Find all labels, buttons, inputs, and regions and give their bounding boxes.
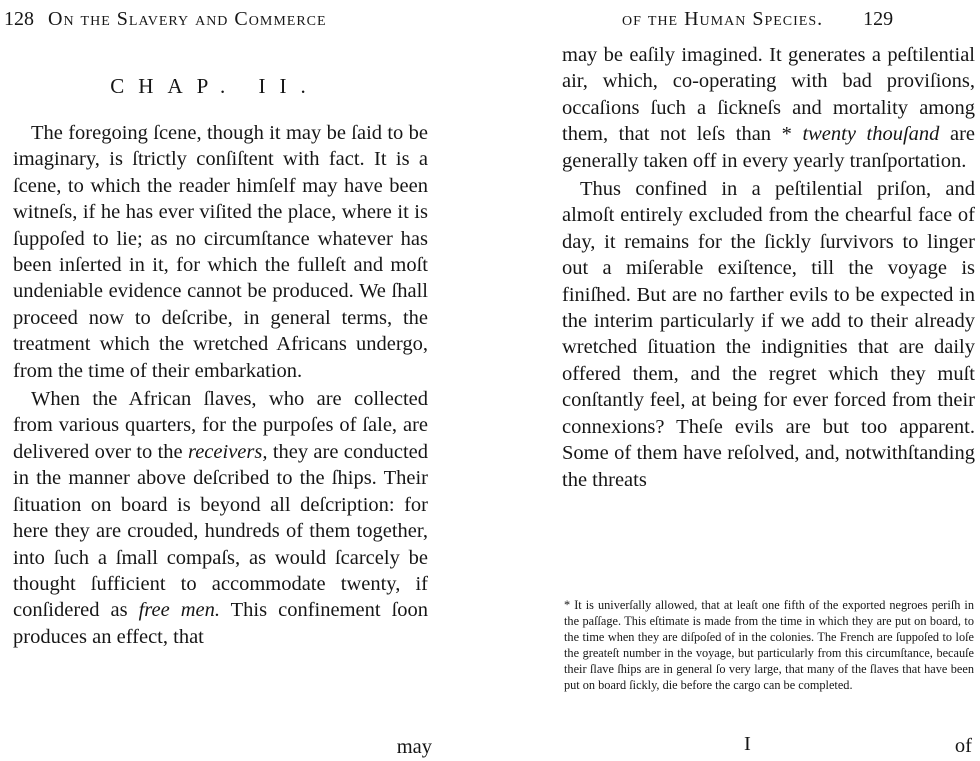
left-body-text xyxy=(13,120,428,650)
left-paragraph-2-part-b: they are conducted in the manner above deſcribed to the ſhips. Their ſituation on board is beyond all deſcription: for here they are crouded, hundreds of them together, into ſuch a ſmall compaſs, as would ſcarcely be thought ſufficient to accommodate twenty, if conſidered as xyxy=(13,440,429,622)
right-paragraph-1 xyxy=(562,42,975,174)
right-running-head xyxy=(622,8,893,31)
right-body-text xyxy=(562,42,975,493)
footnote-reference: * xyxy=(781,123,792,146)
right-running-title: of the Human Species. xyxy=(622,8,824,30)
right-page xyxy=(548,0,980,761)
emphasis-twenty-thousand: twenty thouſand xyxy=(802,123,940,146)
left-paragraph-2-part-a: When the African ſlaves, who are collected from various quarters, for the purpoſes of ſale, are delivered over to the xyxy=(13,388,428,463)
footnote: * It is univerſally allowed, that at leaſt one fifth of the exported negroes periſh in the paſſage. This eſtimate is made from the time in which they are put on board, to the time when they are diſpoſed of in the colonies. The French are ſuppoſed to loſe the greateſt number in the voyage, but particularly from this circumſtance, becauſe their ſlave ſhips are in general ſo very large, that many of the ſlaves that have been put on board ſickly, die before the cargo can be completed. xyxy=(564,598,974,693)
left-paragraph-2-part-c: This confinement ſoon produces an effect, that xyxy=(13,599,429,648)
right-catchword: of xyxy=(954,735,972,757)
left-page xyxy=(0,0,440,761)
right-paragraph-2: Thus confined in a peſtilential priſon, and almoſt entirely excluded from the chearful face of day, it remains for the ſickly ſurvivors to linger out a miſerable exiſtence, till the voyage is finiſhed. But are no farther evils to be expected in the interim particularly if we add to their already wretched ſituation the indignities that are daily offered them, and the regret which they muſt conſtantly feel, at being for ever forced from their connexions? Theſe evils are but too apparent. Some of them have reſolved, and, notwithſtanding the threats xyxy=(562,178,975,491)
signature-mark: I xyxy=(744,733,751,755)
emphasis-receivers: receivers, xyxy=(187,440,268,463)
right-page-number: 129 xyxy=(863,8,894,30)
right-paragraph-1-part-a: may be eaſily imagined. It generates a peſtilential air, which, co-operating with bad proviſions, occaſions ſuch a ſickneſs and mortality among them, that not leſs than xyxy=(562,44,975,146)
emphasis-free-men: free men. xyxy=(138,599,221,622)
left-running-head xyxy=(4,8,327,31)
right-paragraph-1-part-b: are generally taken off in every yearly tranſportation. xyxy=(562,123,975,172)
left-running-title: On the Slavery and Commerce xyxy=(48,8,327,30)
left-paragraph-1: The foregoing ſcene, though it may be ſaid to be imaginary, is ſtrictly conſiſtent with fact. It is a ſcene, to which the reader himſelf may have been witneſs, if he has ever viſited the place, where it is ſuppoſed to lie; as no circumſtance whatever has been inſerted in it, for which the fulleſt and moſt undeniable evidence cannot be produced. We ſhall proceed now to deſcribe, in general terms, the treatment which the wretched Africans undergo, from the time of their embarkation. xyxy=(13,122,428,382)
left-paragraph-2 xyxy=(13,386,428,650)
chapter-heading: CHAP. II. xyxy=(110,74,320,98)
left-page-number: 128 xyxy=(4,8,34,30)
left-catchword: may xyxy=(396,736,432,758)
